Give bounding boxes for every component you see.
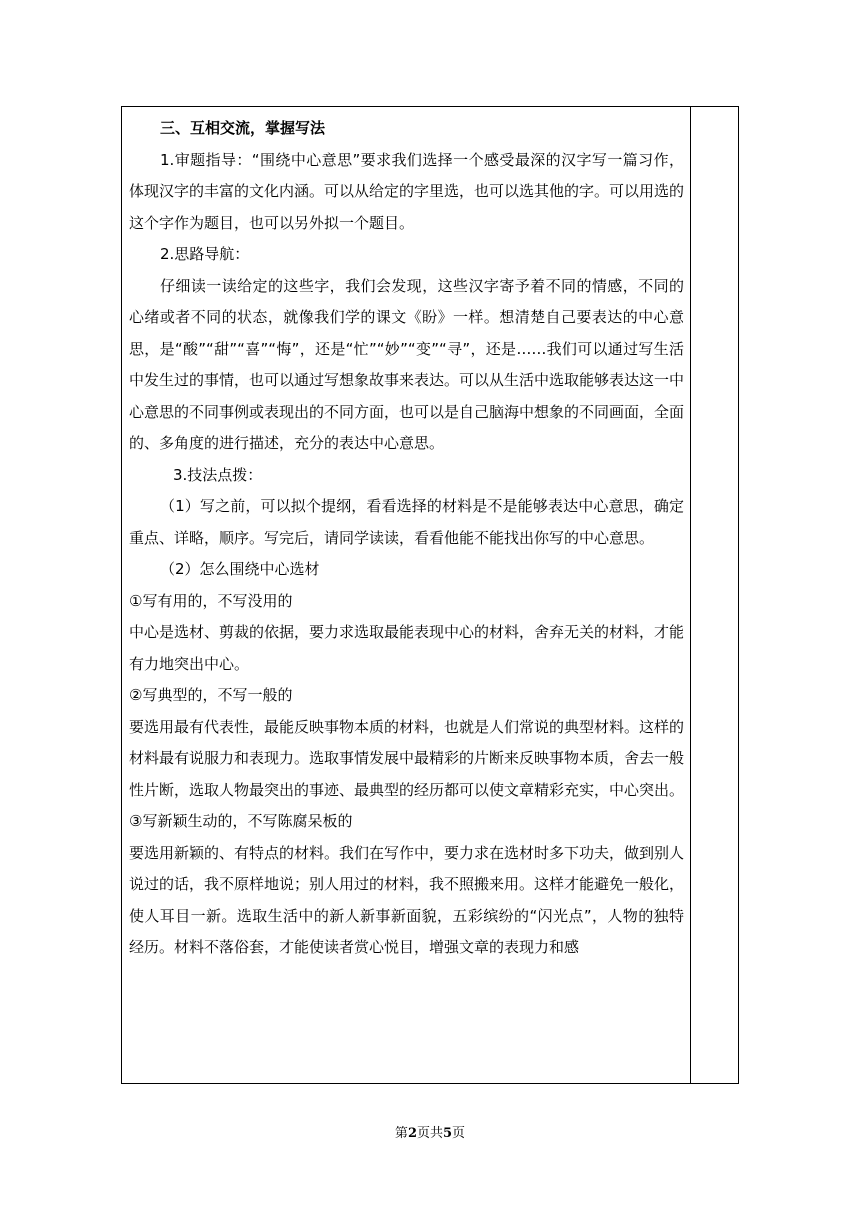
paragraph-technique-2: （2）怎么围绕中心选材	[160, 560, 320, 578]
paragraph-thinking-guide: 仔细读一读给定的这些字，我们会发现，这些汉字寄予着不同的情感，不同的心绪或者不同的状态，就像我们学的课文《盼》一样。想清楚自己要表达的中心意思，是“酸”“甜”“喜”“悔”，还是“忙”“妙”“变”“寻”，还是……我们可以通过写生活中发生过的事情，也可以通过写想象故事来表达。可以从生活中选取能够表达这一中心意思的不同事例或表现出的不同方面，也可以是自己脑海中想象的不同画面，全面的、多角度的进行描述，充分的表达中心意思。	[129, 276, 685, 452]
page-footer	[0, 1122, 860, 1141]
paragraph-point-1-title: ①写有用的，不写没用的	[129, 591, 293, 610]
footer-post: 页	[452, 1126, 466, 1141]
section-heading: 三、互相交流，掌握写法	[160, 119, 326, 137]
paragraph-technique-1: （1）写之前，可以拟个提纲，看看选择的材料是不是能够表达中心意思，确定重点、详略，顺序。写完后，请同学读读，看看他能不能找出你写的中心意思。	[129, 497, 684, 547]
footer-mid: 页共	[416, 1126, 443, 1141]
document-table	[121, 106, 739, 1084]
paragraph-point-1-body: 中心是选材、剪裁的依据，要力求选取最能表现中心的材料，舍弃无关的材料，才能有力地突出中心。	[129, 623, 685, 673]
footer-page-number: 2	[407, 1126, 417, 1141]
footer-pre: 第	[394, 1126, 408, 1141]
paragraph-thinking-guide-title: 2.思路导航：	[160, 245, 250, 263]
content-body	[122, 107, 690, 964]
main-content-cell	[122, 107, 691, 1084]
paragraph-point-3-body: 要选用新颖的、有特点的材料。我们在写作中，要力求在选材时多下功夫，做到别人说过的话，我不原样地说；别人用过的材料，我不照搬来用。这样才能避免一般化，使人耳目一新。选取生活中的新人新事新面貌，五彩缤纷的“闪光点”，人物的独特经历。材料不落俗套，才能使读者赏心悦目，增强文章的表现力和感	[129, 843, 685, 956]
paragraph-point-2-title: ②写典型的，不写一般的	[129, 686, 293, 704]
paragraph-technique-title: 3.技法点拨：	[173, 465, 263, 484]
paragraph-topic-guidance: 1.审题指导：“围绕中心意思”要求我们选择一个感受最深的汉字写一篇习作，体现汉字的丰富的文化内涵。可以从给定的字里选，也可以选其他的字。可以用选的这个字作为题目，也可以另外拟一个题目。	[129, 150, 685, 232]
side-notes-cell	[691, 107, 739, 1084]
footer-total-pages: 5	[443, 1126, 453, 1141]
paragraph-point-3-title: ③写新颖生动的，不写陈腐呆板的	[129, 812, 353, 830]
paragraph-point-2-body: 要选用最有代表性，最能反映事物本质的材料，也就是人们常说的典型材料。这样的材料最有说服力和表现力。选取事情发展中最精彩的片断来反映事物本质，舍去一般性片断，选取人物最突出的事迹、最典型的经历都可以使文章精彩充实，中心突出。	[129, 717, 685, 799]
